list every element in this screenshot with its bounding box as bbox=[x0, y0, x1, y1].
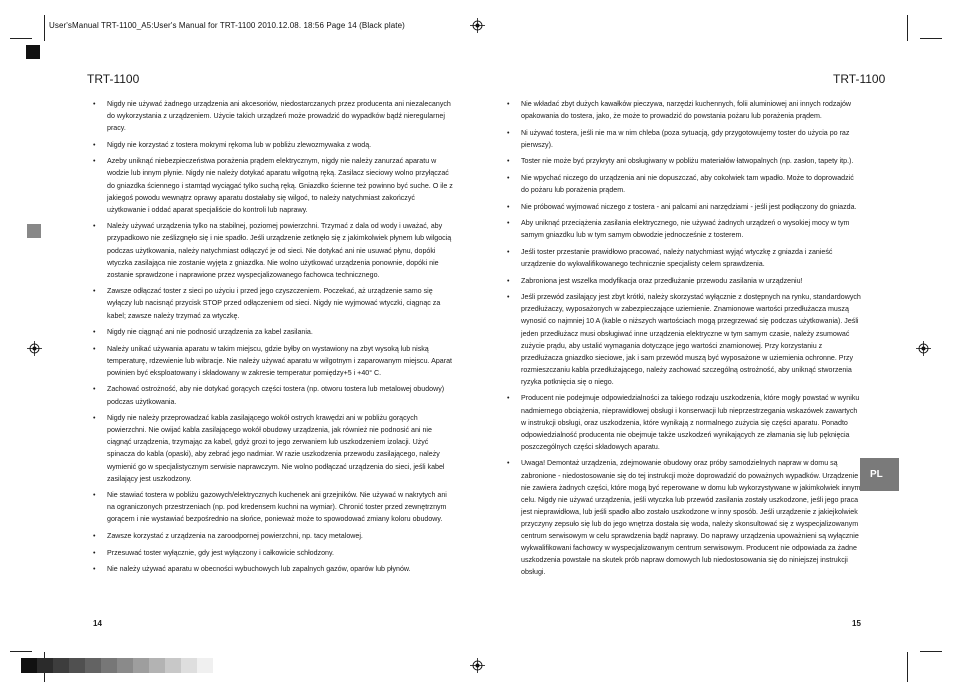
calibration-swatch bbox=[117, 658, 133, 673]
list-item: • Nie próbować wyjmować niczego z tostera - ani palcami ani narzędziami - jeśli jest podłączony do gniazda. bbox=[507, 201, 862, 213]
calibration-swatch bbox=[21, 658, 37, 673]
list-item: • Nigdy nie korzystać z tostera mokrymi rękoma lub w pobliżu zlewozmywaka z wodą. bbox=[93, 139, 455, 151]
list-item: • Zabroniona jest wszelka modyfikacja oraz przedłużanie przewodu zasilania w urządzeniu! bbox=[507, 275, 862, 287]
right-page-number: 15 bbox=[852, 619, 861, 628]
right-page-column bbox=[507, 98, 862, 583]
calibration-swatch bbox=[69, 658, 85, 673]
calibration-swatch bbox=[133, 658, 149, 673]
calibration-swatch bbox=[181, 658, 197, 673]
crop-mark bbox=[920, 651, 942, 652]
registration-mark-icon bbox=[470, 18, 485, 33]
registration-mark-icon bbox=[470, 658, 485, 673]
calibration-swatch bbox=[53, 658, 69, 673]
list-item: • Należy używać urządzenia tylko na stabilnej, poziomej powierzchni. Trzymać z dala od wody i uważać, aby przypadkowo nie ześlizgnęło się i nie spadło. Jeśli urządzenie zetknęło się z jakimkolwiek płynem lub wilgocią podczas użytkowania, należy natychmiast odłączyć je od sieci. Nie dotykać ani nie usuwać płynu, dopóki wtyczka zasilająca nie zostanie wyjęta z gniazdka. Nie wolno użytkować urządzenia ponownie, dopóki nie zostanie sprawdzone i naprawione przez wyspecjalizowanego fachowca technicznego. bbox=[93, 220, 455, 280]
calibration-swatch bbox=[101, 658, 117, 673]
list-item: • Należy unikać używania aparatu w takim miejscu, gdzie byłby on wystawiony na zbyt wysoką lub niską temperaturę, rdzewienie lub wibracje. Nie należy używać aparatu w wilgotnym i zaparowanym miejscu. Aparat powinien być eksploatowany i składowany w zakresie temperatur pomiędzy+5 i +40° C. bbox=[93, 343, 455, 379]
list-item: • Nigdy nie ciągnąć ani nie podnosić urządzenia za kabel zasilania. bbox=[93, 326, 455, 338]
gray-marker-square bbox=[27, 224, 41, 238]
list-item: • Nigdy nie używać żadnego urządzenia ani akcesoriów, niedostarczanych przez producenta ani niezalecanych do wykorzystania z urządzeniem. Użycie takich urządzeń może prowadzić do wypadków bądź nieregularnej pracy. bbox=[93, 98, 455, 134]
list-item: • Nie wkładać zbyt dużych kawałków pieczywa, narzędzi kuchennych, folii aluminiowej ani innych rodzajów opakowania do tostera, jako, że może to prowadzić do powstania pożaru lub porażenia prądem. bbox=[507, 98, 862, 122]
list-item: • Nigdy nie należy przeprowadzać kabla zasilającego wokół ostrych krawędzi ani w pobliżu gorących powierzchni. Nie owijać kabla zasilającego wokół obudowy urządzenia, jak również nie podnosić ani nie ciągnąć urządzenia, trzymając za kabel, gdyż grozi to jego zerwaniem lub uszkodzeniem izolacji. Użyć spinacza do kabla (opaski), aby zebrać jego nadmiar. W razie uszkodzenia przewodu zasilającego, należy wymienić go w specjalistycznym serwisie naprawczym. Nie wolno podłączać urządzenia do sieci, jeśli kabel zasilający jest uszkodzony. bbox=[93, 412, 455, 485]
crop-mark bbox=[907, 15, 908, 41]
color-calibration-bar bbox=[21, 658, 213, 673]
list-item: • Zachować ostrożność, aby nie dotykać gorących części tostera (np. otworu tostera lub metalowej obudowy) podczas użytkowania. bbox=[93, 383, 455, 407]
list-item: • Uwaga! Demontaż urządzenia, zdejmowanie obudowy oraz próby samodzielnych napraw w domu są zabronione - niedostosowanie się do tej instrukcji może doprowadzić do poważnych wypadków. Urządzenie nie zawiera żadnych części, które mogą być reperowane w domu lub wykorzystywane w jakimkolwiek innym celu. Nigdy nie używać urządzenia, jeśli wtyczka lub przewód zasilania zostały uszkodzone, jeśli jego praca jest nieprawidłowa, lub jeśli spadło albo zostało uszkodzone w inny sposób. Jeśli urządzenie z jakiejkolwiek przyczyny zepsuło się lub do jego wnętrza dostała się woda, należy skonsultować się z wyspecjalizowanym centrum serwisowym w celu sprawdzenia bądź naprawy. Do naprawy urządzenia upoważnieni są wyłącznie wykwalifikowani fachowcy w wyspecjalizowanym centrum serwisowym. Producent nie odpowiada za żadne uszkodzenia powstałe na skutek prób napraw domowych lub niedostosowania się do niniejszej instrukcji obsługi. bbox=[507, 457, 862, 578]
calibration-swatch bbox=[149, 658, 165, 673]
left-page-column bbox=[93, 98, 455, 580]
print-slug-line: User'sManual TRT-1100_A5:User's Manual for TRT-1100 2010.12.08. 18:56 Page 14 (Black plate) bbox=[49, 21, 405, 30]
crop-mark bbox=[10, 38, 32, 39]
crop-mark bbox=[44, 15, 45, 41]
registration-mark-icon bbox=[27, 341, 42, 356]
crop-mark bbox=[10, 651, 32, 652]
crop-mark bbox=[907, 652, 908, 682]
crop-mark bbox=[920, 38, 942, 39]
list-item: • Przesuwać toster wyłącznie, gdy jest wyłączony i całkowicie schłodzony. bbox=[93, 547, 455, 559]
list-item: • Toster nie może być przykryty ani obsługiwany w pobliżu materiałów łatwopalnych (np. zasłon, tapety itp.). bbox=[507, 155, 862, 167]
calibration-swatch bbox=[85, 658, 101, 673]
black-marker-square bbox=[26, 45, 40, 59]
list-item: • Nie należy używać aparatu w obecności wybuchowych lub zapalnych gazów, oparów lub płynów. bbox=[93, 563, 455, 575]
calibration-swatch bbox=[197, 658, 213, 673]
list-item: • Zawsze korzystać z urządzenia na zaroodpornej powierzchni, np. tacy metalowej. bbox=[93, 530, 455, 542]
registration-mark-icon bbox=[916, 341, 931, 356]
list-item: • Aby uniknąć przeciążenia zasilania elektrycznego, nie używać żadnych urządzeń o wysokiej mocy w tym samym gniazdku lub w tym samym obwodzie jednocześnie z tosterem. bbox=[507, 217, 862, 241]
list-item: • Zawsze odłączać toster z sieci po użyciu i przed jego czyszczeniem. Poczekać, aż urządzenie samo się wyłączy lub nacisnąć przycisk STOP przed odłączeniem od sieci. Nigdy nie wyjmować wtyczki, ciągnąc za kabel; zawsze należy trzymać za wtyczkę. bbox=[93, 285, 455, 321]
list-item: • Jeśli przewód zasilający jest zbyt krótki, należy skorzystać wyłącznie z dostępnych na rynku, standardowych przedłużaczy, wyposażonych w zabezpieczające uziemienie. Znamionowe wartości przedłużacza muszą wynosić co najmniej 10 A (kable o niższych wartościach mogą przegrzewać się podczas użytkowania). Jeśli jeden przedłużacz musi obsługiwać inne urządzenia elektryczne w tym samym czasie, należy zsumować zużycie prądu, aby ustalić wymagania dotyczące jego wartości znamionowej. Przy korzystaniu z przedłużacza gniazdko sieciowe, jak i sam przewód muszą być wyposażone w uziemienia ochronne. Przy rozmieszczaniu kabla przedłużającego, należy zachować szczególną ostrożność, aby uniknąć stworzenia ryzyka potknięcia się o niego. bbox=[507, 291, 862, 388]
left-page-number: 14 bbox=[93, 619, 102, 628]
list-item: • Ni używać tostera, jeśli nie ma w nim chleba (poza sytuacją, gdy przygotowujemy toster do użycia po raz pierwszy). bbox=[507, 127, 862, 151]
right-instruction-list bbox=[507, 98, 862, 578]
left-instruction-list bbox=[93, 98, 455, 575]
left-page-header: TRT-1100 bbox=[87, 72, 140, 86]
list-item: • Producent nie podejmuje odpowiedzialności za takiego rodzaju uszkodzenia, które mogły powstać w wyniku nadmiernego obciążenia, nieprawidłowej obsługi i konserwacji lub nieprzestrzegania wskazówek zawartych w instrukcji obsługi, oraz uszkodzenia, które wynikają z normalnego zużycia się części aparatu. Ponadto odpowiedzialność producenta nie obejmuje także uszkodzeń wynikających ze złamania się lub pęknięcia poszczególnych części składowych aparatu. bbox=[507, 392, 862, 452]
calibration-swatch bbox=[165, 658, 181, 673]
right-page-header: TRT-1100 bbox=[833, 72, 886, 86]
calibration-swatch bbox=[37, 658, 53, 673]
list-item: • Nie stawiać tostera w pobliżu gazowych/elektrycznych kuchenek ani grzejników. Nie używać w nakrytych ani na ograniczonych przestrzeniach (np. pod kredensem kuchni na wymiar). Chronić toster przed zewnętrznym gorącem i nie wystawiać bezpośrednio na słońce, ponieważ może to spowodować zmiany koloru obudowy. bbox=[93, 489, 455, 525]
list-item: • Azeby uniknąć niebezpieczeństwa porażenia prądem elektrycznym, nigdy nie należy zanurzać aparatu w wodzie lub innym płynie. Nigdy nie należy dotykać aparatu wilgotną ręką. Zasilacz sieciowy wolno przyłączać do gniazdka ściennego i stamtąd wyciągać tylko suchą ręką. Gniazdko ścienne też powinno być suche. O ile z jakiegoś powodu wewnątrz oprawy aparatu dostałaby się wilgoć, to należy natychmiast zakończyć użytkowanie i oddać aparat specjaliście do kontroli lub naprawy. bbox=[93, 155, 455, 215]
list-item: • Nie wpychać niczego do urządzenia ani nie dopuszczać, aby cokolwiek tam wpadło. Może to doprowadzić do pożaru lub porażenia prądem. bbox=[507, 172, 862, 196]
list-item: • Jeśli toster przestanie prawidłowo pracować, należy natychmiast wyjąć wtyczkę z gniazda i zanieść urządzenie do wykwalifikowanego technicznie specjalisty celem sprawdzenia. bbox=[507, 246, 862, 270]
language-tab: PL bbox=[860, 458, 899, 491]
